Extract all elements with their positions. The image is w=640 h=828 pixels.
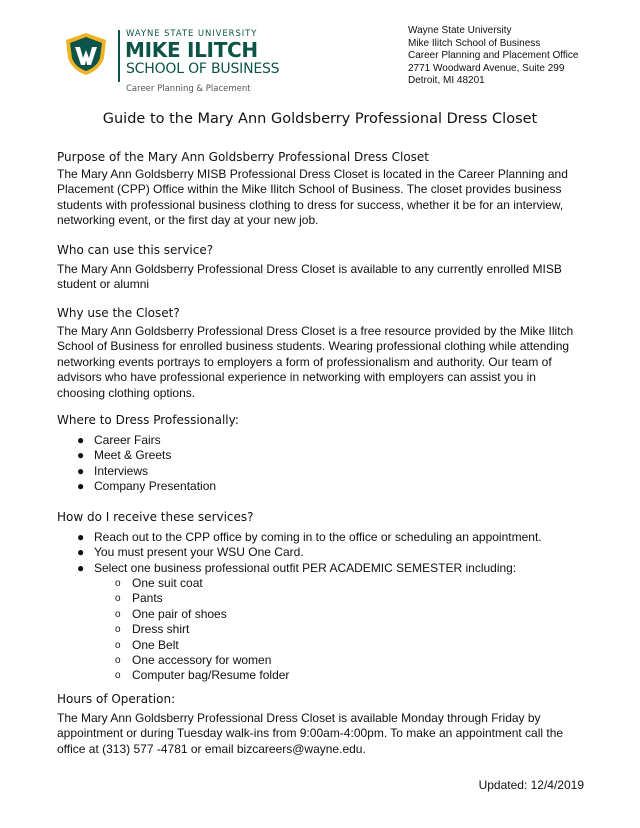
address-line: Career Planning and Placement Office <box>408 50 579 61</box>
circle-bullet-icon: o <box>115 593 121 605</box>
list-item: ● Select one business professional outfit PER ACADEMIC SEMESTER including: <box>77 560 517 575</box>
list-item: o Pants <box>115 591 163 606</box>
school-logo <box>64 24 294 96</box>
logo-department: Career Planning & Placement <box>126 84 251 94</box>
list-item: o One Belt <box>115 637 179 652</box>
list-item: o One suit coat <box>115 576 203 590</box>
page-title: Guide to the Mary Ann Goldsberry Professional Dress Closet <box>102 111 538 127</box>
circle-bullet-icon: o <box>115 608 121 620</box>
circle-bullet-icon: o <box>115 655 121 667</box>
updated-date: Updated: 12/4/2019 <box>478 778 584 792</box>
bullet-icon: ● <box>77 448 85 463</box>
list-item: o Computer bag/Resume folder <box>115 668 290 683</box>
list-item: o Dress shirt <box>115 622 190 637</box>
hours-heading: Hours of Operation: <box>57 692 176 706</box>
bullet-icon: ● <box>77 433 85 447</box>
list-item: ● Meet & Greets <box>77 448 172 463</box>
how-list <box>57 530 542 576</box>
address-line: 2771 Woodward Avenue, Suite 299 <box>408 62 565 74</box>
bullet-icon: ● <box>77 560 85 575</box>
list-item: o One accessory for women <box>115 653 272 668</box>
logo-school-subname: SCHOOL OF BUSINESS <box>126 61 280 77</box>
who-body: The Mary Ann Goldsberry Professional Dress Closet is available to any currently enrolled MISB student or alumni <box>57 262 562 292</box>
who-heading: Who can use this service? <box>57 243 214 257</box>
circle-bullet-icon: o <box>115 639 121 651</box>
list-item: ● Company Presentation <box>77 479 217 494</box>
list-item: ● Career Fairs <box>77 433 161 447</box>
list-item: ● Reach out to the CPP office by coming in to the office or scheduling an appointment. <box>77 530 542 544</box>
list-item: ● You must present your WSU One Card. <box>77 545 304 560</box>
circle-bullet-icon: o <box>115 670 121 682</box>
bullet-icon: ● <box>77 479 85 494</box>
circle-bullet-icon: o <box>115 578 121 589</box>
logo-school-name: MIKE ILITCH <box>125 38 258 62</box>
purpose-heading: Purpose of the Mary Ann Goldsberry Professional Dress Closet <box>57 150 430 164</box>
address-block <box>408 25 578 88</box>
logo-divider <box>118 30 120 82</box>
outfit-sublist <box>57 576 289 684</box>
logo-university: WAYNE STATE UNIVERSITY <box>126 29 258 39</box>
address-line: Mike Ilitch School of Business <box>408 37 541 49</box>
address-line: Wayne State University <box>408 25 512 36</box>
hours-body: The Mary Ann Goldsberry Professional Dress Closet is available Monday through Friday by appointment or during Tuesday walk-ins from 9:00am-4:00pm. To make an appointment call the office at (313) 577 -4781 or email bizcareers@wayne.edu. <box>57 711 564 756</box>
why-body: The Mary Ann Goldsberry Professional Dress Closet is a free resource provided by the Mike Ilitch School of Business for enrolled business students. Wearing professional clothing while attending networking events portrays to employers a form of professionalism and authority. Our team of advisors who have professional experience in networking with employers can assist you in choosing clothing options. <box>57 324 574 400</box>
why-heading: Why use the Closet? <box>57 306 180 320</box>
where-heading: Where to Dress Professionally: <box>57 413 239 427</box>
wsu-shield-icon <box>64 32 108 76</box>
where-list <box>57 433 216 495</box>
bullet-icon: ● <box>77 530 85 544</box>
bullet-icon: ● <box>77 545 85 560</box>
purpose-body: The Mary Ann Goldsberry MISB Professional Dress Closet is located in the Career Planning and Placement (CPP) Office within the Mike Ilitch School of Business. The closet provides business students with professional business clothing to dress for success, whether it be for an interview, networking event, or the first day at your new job. <box>57 167 568 228</box>
list-item: o One pair of shoes <box>115 606 227 621</box>
address-line: Detroit, MI 48201 <box>408 75 485 86</box>
how-heading: How do I receive these services? <box>57 510 254 524</box>
circle-bullet-icon: o <box>115 624 121 636</box>
bullet-icon: ● <box>77 463 85 478</box>
list-item: ● Interviews <box>77 463 149 478</box>
